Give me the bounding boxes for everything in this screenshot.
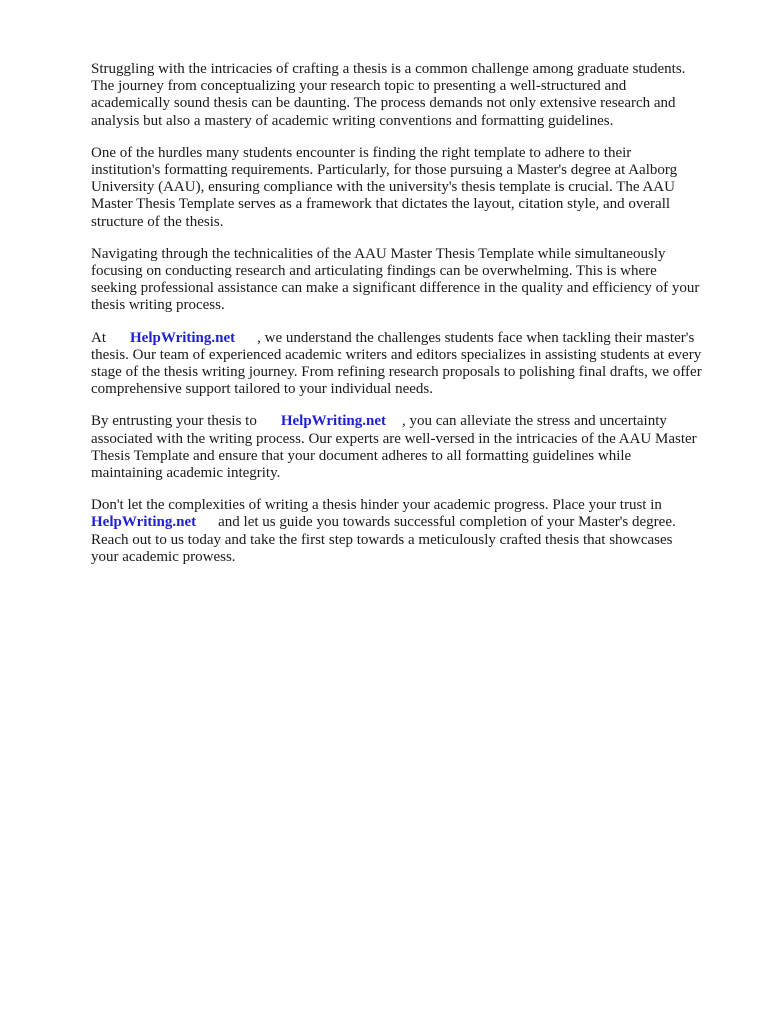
paragraph-closing	[91, 497, 731, 566]
text-line: seeking professional assistance can make a significant difference in the quality and efficiency of your	[91, 280, 700, 297]
text-line: thesis writing process.	[91, 297, 225, 314]
text-fragment: and let us guide you towards successful completion of your Master's degree.	[218, 514, 676, 531]
text-line: your academic prowess.	[91, 548, 236, 565]
paragraph-entrusting	[91, 413, 731, 482]
text-line: Thesis Template and ensure that your document adheres to all formatting guidelines while	[91, 447, 632, 464]
helpwriting-link[interactable]: HelpWriting.net	[130, 329, 236, 346]
text-line: analysis but also a mastery of academic writing conventions and formatting guidelines.	[91, 112, 614, 129]
text-line: associated with the writing process. Our experts are well-versed in the intricacies of the AAU Master	[91, 430, 697, 447]
text-line: structure of the thesis.	[91, 213, 224, 230]
document-page	[91, 61, 731, 581]
text-line: Don't let the complexities of writing a thesis hinder your academic progress. Place your trust in	[91, 497, 662, 514]
text-line: academically sound thesis can be daunting. The process demands not only extensive research and	[91, 95, 676, 112]
text-line: thesis. Our team of experienced academic writers and editors specializes in assisting students at every	[91, 346, 702, 363]
text-line: stage of the thesis writing journey. From refining research proposals to polishing final drafts, we offer	[91, 364, 702, 381]
text-line: Navigating through the technicalities of the AAU Master Thesis Template while simultaneously	[91, 245, 666, 262]
text-line: The journey from conceptualizing your research topic to presenting a well-structured and	[91, 78, 627, 95]
paragraph-intro	[91, 61, 731, 130]
text-line	[91, 330, 731, 347]
paragraph-about	[91, 330, 731, 399]
text-fragment: By entrusting your thesis to	[91, 413, 257, 430]
text-line	[91, 514, 731, 531]
text-line: institution's formatting requirements. Particularly, for those pursuing a Master's degree at Aalborg	[91, 162, 678, 179]
helpwriting-link[interactable]: HelpWriting.net	[280, 413, 386, 430]
text-fragment: At	[91, 329, 106, 346]
paragraph-navigating	[91, 246, 731, 315]
text-line: focusing on conducting research and articulating findings can be overwhelming. This is where	[91, 263, 657, 280]
text-line: comprehensive support tailored to your individual needs.	[91, 381, 434, 398]
text-line: Reach out to us today and take the first step towards a meticulously crafted thesis that showcases	[91, 531, 673, 548]
paragraph-template	[91, 145, 731, 231]
text-fragment: , you can alleviate the stress and uncertainty	[401, 413, 667, 430]
text-line: Master Thesis Template serves as a framework that dictates the layout, citation style, and overall	[91, 196, 671, 213]
text-line: maintaining academic integrity.	[91, 465, 281, 482]
helpwriting-link[interactable]: HelpWriting.net	[91, 514, 197, 531]
text-fragment: , we understand the challenges students face when tackling their master's	[257, 329, 695, 346]
text-line: University (AAU), ensuring compliance with the university's thesis template is crucial. The AAU	[91, 179, 675, 196]
text-line	[91, 413, 731, 430]
text-line: One of the hurdles many students encounter is finding the right template to adhere to their	[91, 144, 632, 161]
text-line: Struggling with the intricacies of crafting a thesis is a common challenge among graduate students.	[91, 61, 686, 77]
